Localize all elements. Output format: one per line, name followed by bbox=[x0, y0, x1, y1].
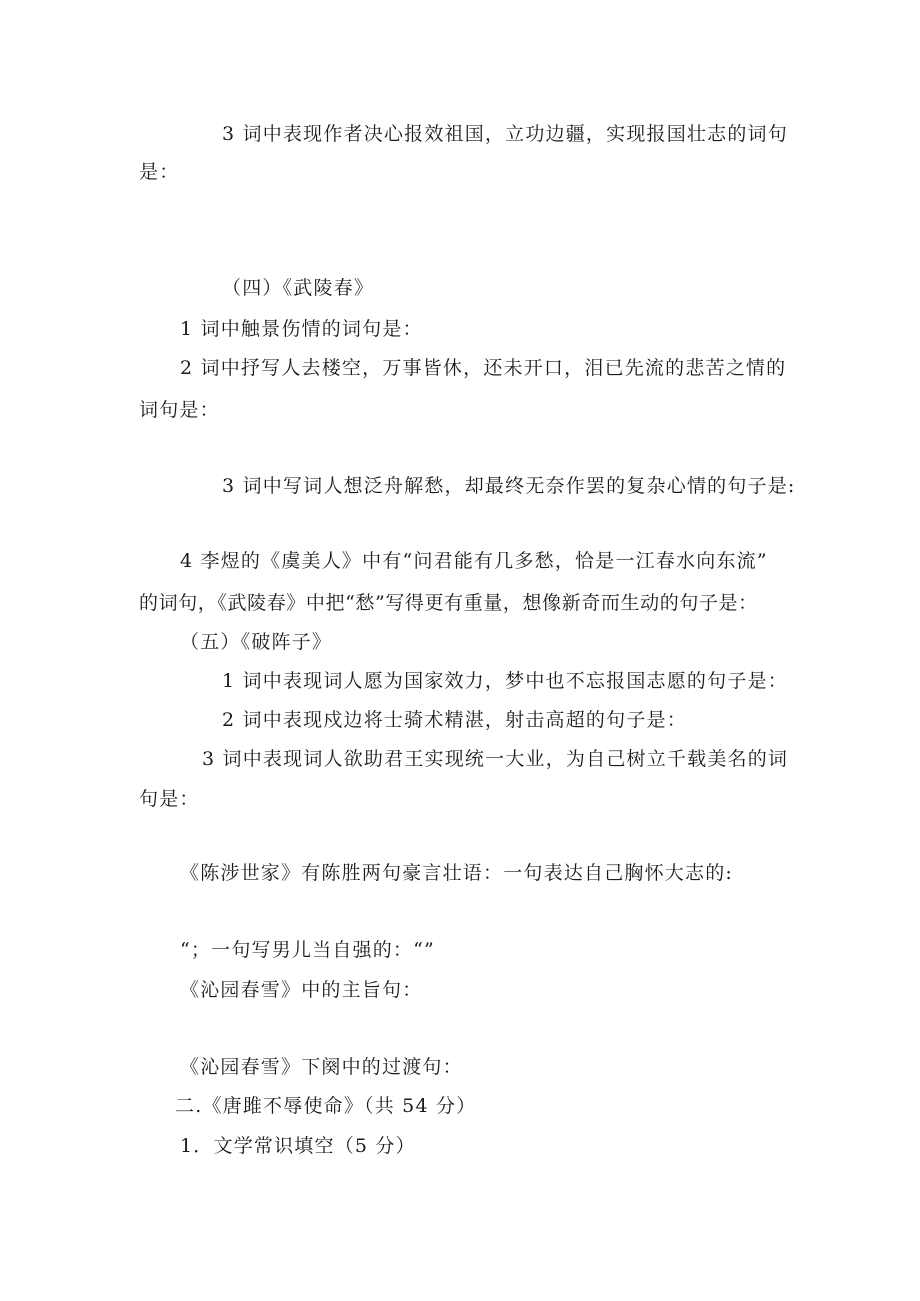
part-two-heading: 二.《唐雎不辱使命》（共 54 分） bbox=[175, 1095, 477, 1117]
question-2-pozhenzi: 2 词中表现戍边将士骑术精湛，射击高超的句子是： bbox=[222, 709, 687, 731]
question-3-line-2: 是： bbox=[139, 161, 180, 183]
question-4-line-1: 4 李煜的《虞美人》中有“问君能有几多愁，恰是一江春水向东流” bbox=[180, 550, 768, 572]
question-3-line-1: 3 词中表现作者决心报效祖国，立功边疆，实现报国壮志的词句 bbox=[222, 123, 788, 145]
section-heading-pozhenzi: （五）《破阵子》 bbox=[180, 631, 333, 653]
question-2-line-1: 2 词中抒写人去楼空，万事皆休，还未开口，泪已先流的悲苦之情的 bbox=[180, 357, 787, 379]
question-3: 3 词中写词人想泛舟解愁，却最终无奈作罢的复杂心情的句子是: bbox=[222, 475, 796, 497]
question-3-pozhenzi-line-1: 3 词中表现词人欲助君王实现统一大业，为自己树立千载美名的词 bbox=[202, 748, 789, 770]
qinyuanchun-theme-question: 《沁园春雪》中的主旨句： bbox=[180, 979, 423, 1001]
chenshe-question-line-1: 《陈涉世家》有陈胜两句豪言壮语：一句表达自己胸怀大志的: bbox=[180, 862, 734, 884]
question-1-pozhenzi: 1 词中表现词人愿为国家效力，梦中也不忘报国志愿的句子是： bbox=[222, 670, 788, 692]
question-1: 1 词中触景伤情的词句是： bbox=[180, 318, 423, 340]
literary-knowledge-heading: 1．文学常识填空（5 分） bbox=[180, 1135, 416, 1157]
section-heading-wulingchun: （四）《武陵春》 bbox=[222, 277, 375, 299]
qinyuanchun-transition-question: 《沁园春雪》下阕中的过渡句： bbox=[180, 1056, 463, 1078]
question-2-line-2: 词句是： bbox=[139, 399, 220, 421]
chenshe-question-line-2: “；一句写男儿当自强的：“” bbox=[180, 939, 435, 961]
question-3-pozhenzi-line-2: 句是： bbox=[139, 788, 200, 810]
question-4-line-2: 的词句，《武陵春》中把“愁”写得更有重量，想像新奇而生动的句子是： bbox=[139, 592, 758, 614]
